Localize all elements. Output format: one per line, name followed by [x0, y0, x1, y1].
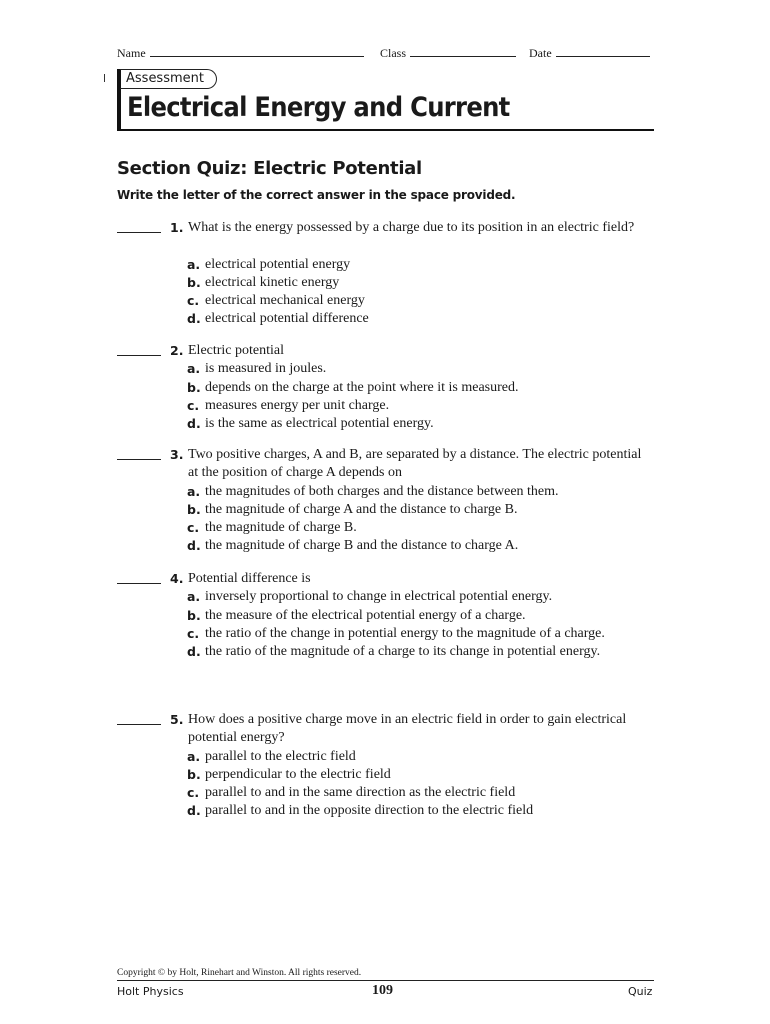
option-text: parallel to and in the same direction as the electric field	[205, 785, 516, 801]
option-text: electrical mechanical energy	[205, 293, 365, 309]
option-d	[187, 537, 657, 555]
option-b	[187, 501, 657, 519]
option-d	[187, 802, 657, 820]
student-info-header	[117, 44, 653, 62]
option-list	[187, 588, 657, 661]
question-stem: Electric potential	[188, 343, 285, 358]
option-letter: c.	[187, 397, 200, 413]
option-text: perpendicular to the electric field	[205, 766, 391, 782]
option-text: the magnitudes of both charges and the distance between them.	[205, 483, 559, 499]
answer-blank[interactable]	[117, 355, 161, 356]
option-letter: d.	[187, 311, 201, 327]
option-letter: d.	[187, 644, 201, 660]
name-line[interactable]	[150, 44, 364, 57]
option-letter: c.	[187, 785, 200, 801]
option-text: is measured in joules.	[205, 361, 327, 377]
option-text: electrical kinetic energy	[205, 274, 340, 290]
option-a	[187, 588, 657, 606]
option-a	[187, 748, 657, 766]
answer-blank[interactable]	[117, 459, 161, 460]
option-list	[187, 256, 657, 329]
option-letter: a.	[187, 256, 201, 272]
question-stem: What is the energy possessed by a charge due to its position in an electric field?	[188, 220, 635, 235]
option-text: depends on the charge at the point where it is measured.	[205, 379, 519, 395]
option-letter: a.	[187, 483, 201, 499]
option-text: parallel to and in the opposite direction to the electric field	[205, 803, 534, 819]
option-text: the magnitude of charge B.	[205, 520, 357, 536]
option-a	[187, 360, 657, 378]
option-c	[187, 292, 657, 310]
option-text: electrical potential energy	[205, 256, 351, 272]
question-number: 3.	[170, 447, 184, 462]
question-4	[117, 570, 657, 700]
option-c	[187, 397, 657, 415]
option-letter: b.	[187, 766, 201, 782]
option-letter: c.	[187, 293, 200, 309]
question-number: 4.	[170, 571, 184, 586]
name-label: Name	[117, 46, 146, 60]
option-letter: d.	[187, 538, 201, 554]
page-title: Electrical Energy and Current	[127, 92, 510, 123]
option-letter: b.	[187, 379, 201, 395]
instructions: Write the letter of the correct answer in the space provided.	[117, 188, 516, 202]
option-c	[187, 519, 657, 537]
class-line[interactable]	[410, 44, 516, 57]
option-letter: b.	[187, 501, 201, 517]
question-stem: How does a positive charge move in an electric field in order to gain electrical potential energy?	[188, 712, 627, 746]
book-title: Holt Physics	[117, 985, 184, 998]
question-2	[117, 342, 657, 437]
title-divider	[117, 129, 654, 131]
option-b	[187, 379, 657, 397]
answer-blank[interactable]	[117, 724, 161, 725]
section-title: Section Quiz: Electric Potential	[117, 158, 422, 179]
margin-tick	[104, 74, 105, 82]
date-label: Date	[529, 46, 552, 60]
option-letter: a.	[187, 748, 201, 764]
option-list	[187, 748, 657, 821]
option-text: the magnitude of charge B and the distance to charge A.	[205, 538, 519, 554]
option-c	[187, 625, 635, 643]
page-number: 109	[372, 983, 393, 998]
option-a	[187, 483, 657, 501]
option-d	[187, 415, 657, 433]
option-letter: a.	[187, 361, 201, 377]
question-number: 5.	[170, 712, 184, 727]
option-b	[187, 274, 657, 292]
option-a	[187, 256, 657, 274]
option-letter: b.	[187, 607, 201, 623]
option-letter: a.	[187, 589, 201, 605]
option-text: electrical potential difference	[205, 311, 369, 327]
copyright-notice: Copyright © by Holt, Rinehart and Winston. All rights reserved.	[117, 968, 362, 978]
question-stem: Two positive charges, A and B, are separated by a distance. The electric potential at the position of charge A depends on	[188, 447, 642, 481]
option-text: the measure of the electrical potential energy of a charge.	[205, 607, 526, 623]
question-3	[117, 446, 657, 558]
option-text: the magnitude of charge A and the distance to charge B.	[205, 501, 518, 517]
name-field[interactable]	[117, 44, 364, 61]
question-1	[117, 219, 657, 331]
question-number: 2.	[170, 343, 184, 358]
class-field[interactable]	[380, 44, 516, 61]
date-line[interactable]	[556, 44, 650, 57]
footer-divider	[117, 980, 654, 981]
option-text: the ratio of the change in potential energy to the magnitude of a charge.	[205, 625, 605, 641]
option-letter: c.	[187, 625, 200, 641]
option-b	[187, 607, 657, 625]
option-d	[187, 310, 657, 328]
option-list	[187, 483, 657, 556]
option-text: is the same as electrical potential energy.	[205, 416, 434, 432]
question-number: 1.	[170, 220, 184, 235]
option-text: parallel to the electric field	[205, 748, 356, 764]
answer-blank[interactable]	[117, 232, 161, 233]
option-text: the ratio of the magnitude of a charge to its change in potential energy.	[205, 644, 601, 660]
option-text: measures energy per unit charge.	[205, 397, 390, 413]
option-letter: b.	[187, 274, 201, 290]
document-type: Quiz	[628, 985, 653, 998]
assessment-tab: Assessment	[120, 69, 217, 89]
option-b	[187, 766, 657, 784]
option-letter: d.	[187, 416, 201, 432]
class-label: Class	[380, 46, 407, 60]
option-c	[187, 784, 657, 802]
option-list	[187, 360, 657, 433]
question-stem: Potential difference is	[188, 571, 311, 586]
question-5	[117, 711, 657, 823]
option-d	[187, 643, 635, 661]
option-text: inversely proportional to change in electrical potential energy.	[205, 589, 553, 605]
date-field[interactable]	[529, 44, 650, 61]
option-letter: c.	[187, 520, 200, 536]
option-letter: d.	[187, 803, 201, 819]
answer-blank[interactable]	[117, 583, 161, 584]
